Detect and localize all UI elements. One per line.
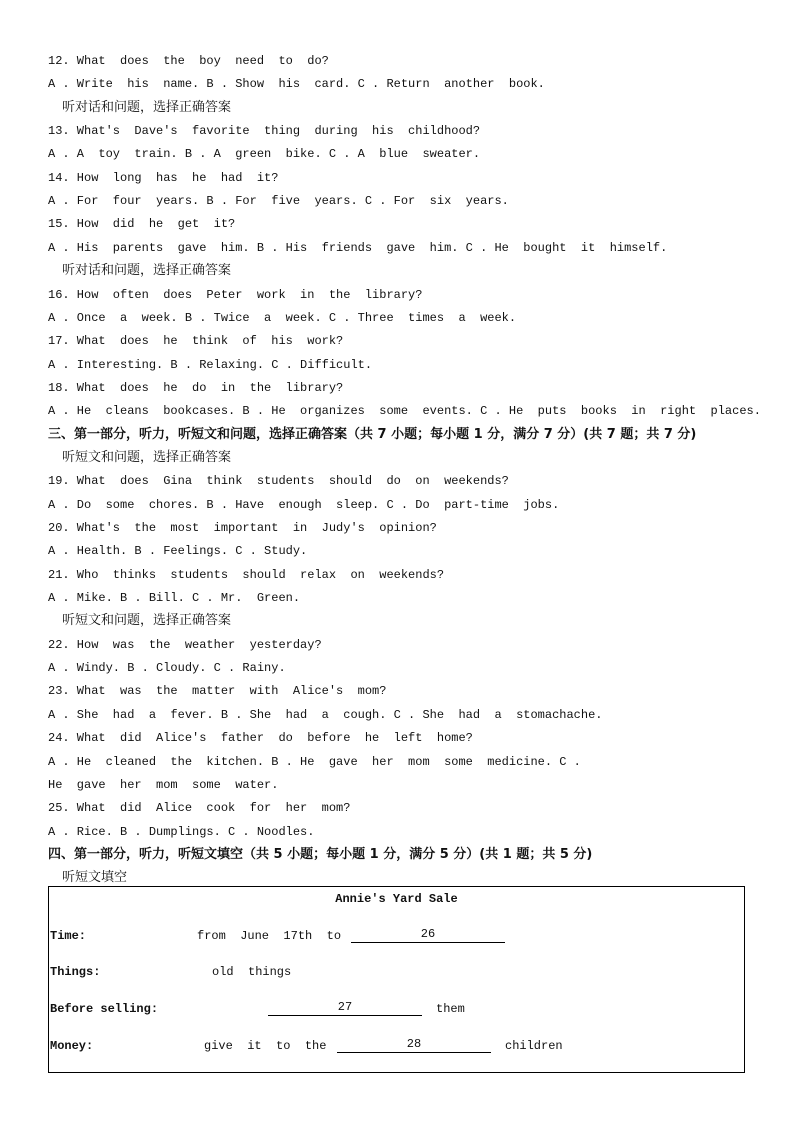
things-label: Things: <box>50 965 101 979</box>
instruction-line: 听短文和问题，选择正确答案 <box>62 613 232 628</box>
table-title: Annie's Yard Sale <box>335 892 458 906</box>
before-selling-text: them <box>436 1002 465 1016</box>
options-line: A . Windy. B . Cloudy. C . Rainy. <box>48 661 286 675</box>
question-line: 20. What's the most important in Judy's opinion? <box>48 521 437 535</box>
fill-in-table <box>48 886 745 1073</box>
options-line: A . She had a fever. B . She had a cough. C . She had a stomachache. <box>48 708 603 722</box>
blank-28[interactable]: 28 <box>337 1037 491 1053</box>
instruction-line: 听对话和问题，选择正确答案 <box>62 100 232 115</box>
things-text: old things <box>212 965 292 979</box>
options-line: A . Health. B . Feelings. C . Study. <box>48 544 308 558</box>
before-selling-label: Before selling: <box>50 1002 159 1016</box>
options-line: A . Once a week. B . Twice a week. C . Three times a week. <box>48 311 517 325</box>
blank-26[interactable]: 26 <box>351 927 505 943</box>
question-line: 24. What did Alice's father do before he left home? <box>48 731 473 745</box>
options-line: A . His parents gave him. B . His friends gave him. C . He bought it himself. <box>48 241 668 255</box>
options-line: A . For four years. B . For five years. C . For six years. <box>48 194 509 208</box>
question-line: 12. What does the boy need to do? <box>48 54 329 68</box>
instruction-line: 听对话和问题，选择正确答案 <box>62 263 232 278</box>
options-line: A . He cleaned the kitchen. B . He gave her mom some medicine. C . <box>48 755 581 769</box>
question-line: 13. What's Dave's favorite thing during his childhood? <box>48 124 481 138</box>
money-text: give it to the <box>204 1039 327 1053</box>
question-line: 17. What does he think of his work? <box>48 334 344 348</box>
options-line: A . Rice. B . Dumplings. C . Noodles. <box>48 825 315 839</box>
question-line: 18. What does he do in the library? <box>48 381 344 395</box>
question-line: 15. How did he get it? <box>48 217 236 231</box>
question-line: 14. How long has he had it? <box>48 171 279 185</box>
options-line: A . Write his name. B . Show his card. C . Return another book. <box>48 77 545 91</box>
options-line: A . Mike. B . Bill. C . Mr. Green. <box>48 591 301 605</box>
question-line: 19. What does Gina think students should do on weekends? <box>48 474 509 488</box>
question-line: 21. Who thinks students should relax on weekends? <box>48 568 445 582</box>
section-heading: 四、第一部分，听力，听短文填空（共 5 小题；每小题 1 分，满分 5 分）(共 1 题；共 5 分) <box>48 847 593 862</box>
time-label: Time: <box>50 929 87 943</box>
question-line: 23. What was the matter with Alice's mom? <box>48 684 387 698</box>
section-heading: 三、第一部分，听力，听短文和问题，选择正确答案（共 7 小题；每小题 1 分，满分 7 分）(共 7 题；共 7 分) <box>48 427 697 442</box>
options-line: A . A toy train. B . A green bike. C . A blue sweater. <box>48 147 481 161</box>
money-label: Money: <box>50 1039 94 1053</box>
options-line: He gave her mom some water. <box>48 778 279 792</box>
options-line: A . Do some chores. B . Have enough sleep. C . Do part-time jobs. <box>48 498 560 512</box>
time-text: from June 17th to <box>197 929 342 943</box>
question-line: 25. What did Alice cook for her mom? <box>48 801 351 815</box>
options-line: A . Interesting. B . Relaxing. C . Difficult. <box>48 358 373 372</box>
instruction-line: 听短文填空 <box>62 870 128 885</box>
blank-27[interactable]: 27 <box>268 1000 422 1016</box>
instruction-line: 听短文和问题，选择正确答案 <box>62 450 232 465</box>
options-line: A . He cleans bookcases. B . He organizes some events. C . He puts books in right places. <box>48 404 761 418</box>
question-line: 22. How was the weather yesterday? <box>48 638 322 652</box>
money-after-text: children <box>505 1039 563 1053</box>
question-line: 16. How often does Peter work in the library? <box>48 288 423 302</box>
